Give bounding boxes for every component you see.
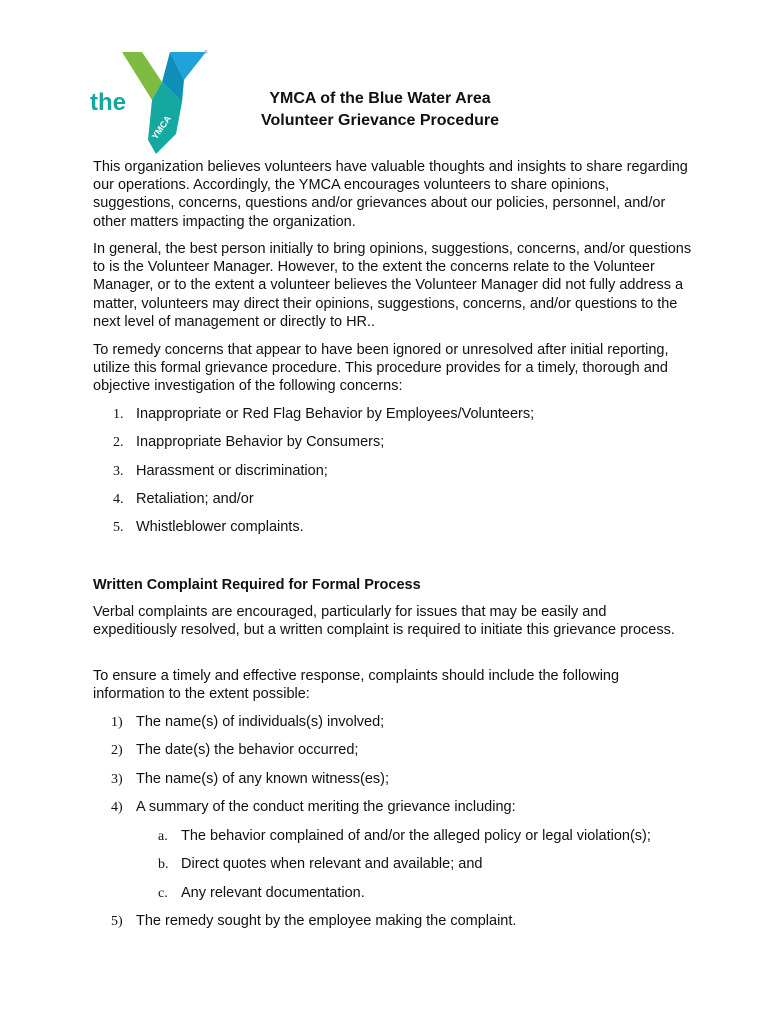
title-line-2: Volunteer Grievance Procedure <box>260 112 499 129</box>
ymca-logo-icon <box>86 44 222 154</box>
requirement-item-1: 1) The name(s) of individuals(s) involved; <box>111 714 385 730</box>
section-heading: Written Complaint Required for Formal Process <box>93 577 421 593</box>
intro-paragraph-1: This organization believes volunteers have valuable thoughts and insights to share regarding our operations. Accordingly, the YMCA encourages volunteers to share opinions, suggestions, concerns, questions and/or grievances about our policies, personnel, and/or other matters impacting the organization. <box>93 159 688 230</box>
requirement-item-2: 2) The date(s) the behavior occurred; <box>111 742 359 758</box>
logo-word: the <box>90 89 126 116</box>
requirement-item-4: 4) A summary of the conduct meriting the grievance including: <box>111 799 516 815</box>
requirement-item-5: 5) The remedy sought by the employee making the complaint. <box>111 913 517 929</box>
concern-item-1: 1. Inappropriate or Red Flag Behavior by Employees/Volunteers; <box>113 406 535 422</box>
written-paragraph-1: Verbal complaints are encouraged, particularly for issues that may be easily and expeditiously resolved, but a written complaint is required to initiate this grievance process. <box>93 604 675 639</box>
intro-paragraph-3: To remedy concerns that appear to have been ignored or unresolved after initial reporting, utilize this formal grievance procedure. This procedure provides for a timely, thorough and objective investigation of the following concerns: <box>93 342 669 395</box>
concern-item-4: 4. Retaliation; and/or <box>113 491 254 507</box>
concern-item-3: 3. Harassment or discrimination; <box>113 463 328 479</box>
sub-item-b: b. Direct quotes when relevant and available; and <box>158 856 483 872</box>
sub-item-c: c. Any relevant documentation. <box>158 885 365 901</box>
svg-text:®: ® <box>204 50 208 56</box>
requirement-item-3: 3) The name(s) of any known witness(es); <box>111 771 390 787</box>
logo-brand: YMCA <box>149 113 174 142</box>
intro-paragraph-2: In general, the best person initially to bring opinions, suggestions, concerns, and/or questions to is the Volunteer Manager. However, to the extent the concerns relate to the Volunteer Manager, or to the extent a volunteer believes the Volunteer Manager did not fully address a matter, volunteers may direct their opinions, suggestions, concerns, and/or questions to the next level of management or directly to HR.. <box>93 241 692 330</box>
sub-item-a: a. The behavior complained of and/or the alleged policy or legal violation(s); <box>158 828 651 844</box>
written-paragraph-2: To ensure a timely and effective response, complaints should include the following information to the extent possible: <box>93 668 620 703</box>
title-line-1: YMCA of the Blue Water Area <box>269 90 491 107</box>
concern-item-2: 2. Inappropriate Behavior by Consumers; <box>113 434 385 450</box>
page-title <box>240 88 520 132</box>
concern-item-5: 5. Whistleblower complaints. <box>113 519 304 535</box>
